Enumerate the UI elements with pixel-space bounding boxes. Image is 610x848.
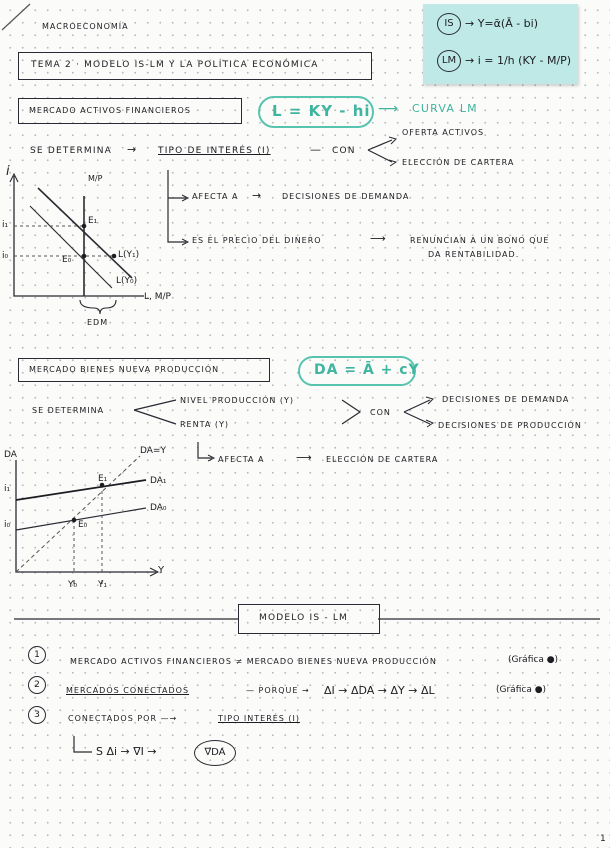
arrow-icon: → — [127, 143, 137, 156]
point-1-note: (Gráfica ●) — [508, 655, 559, 665]
fm-graph-ms: M/P — [88, 174, 103, 183]
arrow-icon: ⟶ — [296, 451, 312, 464]
goods-market-title: MERCADO BIENES NUEVA PRODUCCIÓN — [29, 365, 220, 374]
fm-demand-decisions: DECISIONES DE DEMANDA — [282, 192, 410, 201]
lm-label: LM — [437, 50, 461, 72]
page-number: 1 — [600, 834, 606, 844]
fm-graph-i0: i₀ — [2, 251, 9, 261]
point-2-number: 2 — [28, 676, 46, 694]
gm-graph-e0: E₀ — [78, 520, 88, 530]
gm-graph-e1: E₁ — [98, 474, 108, 484]
point-2-note: (Gráfica ●) — [496, 685, 547, 695]
gm-graph-i1: i₁ — [4, 484, 11, 494]
topic-title: TEMA 2 · MODELO IS-LM Y LA POLÍTICA ECONÓMICA — [31, 60, 319, 70]
financial-market-title: MERCADO ACTIVOS FINANCIEROS — [29, 106, 191, 115]
is-label: IS — [437, 13, 461, 35]
arrow-icon: → — [252, 189, 262, 202]
arrow-icon: — — [310, 143, 321, 156]
point-2-text: MERCADOS CONECTADOS — [66, 686, 190, 695]
fm-determined-label: SE DETERMINA — [30, 146, 113, 156]
gm-income: RENTA (Y) — [180, 420, 230, 429]
fm-renounce-1: RENUNCIAN A UN BONO QUE — [410, 236, 550, 245]
fm-renounce-2: DA RENTABILIDAD. — [428, 250, 520, 259]
islm-chain-circled: ∇DA — [194, 740, 236, 766]
islm-title: MODELO IS - LM — [259, 613, 349, 623]
gm-affects: AFECTA A — [218, 455, 265, 464]
fm-graph-e0: E₀ — [62, 255, 72, 265]
fm-with: CON — [332, 146, 356, 156]
point-1-text: MERCADO ACTIVOS FINANCIEROS ≠ MERCADO BIENES NUEVA PRODUCCIÓN — [70, 657, 437, 666]
gm-graph-da-y: DA=Y — [140, 446, 166, 456]
gm-determined-label: SE DETERMINA — [32, 406, 105, 415]
gm-graph-y-axis: DA — [4, 450, 17, 460]
subject-title: MACROECONOMÍA — [42, 22, 129, 31]
fm-graph-edm: EDM — [87, 318, 109, 327]
arrow-icon: ⟶ — [370, 232, 386, 245]
arrow-icon: ⟶ — [378, 101, 399, 117]
da-equation: DA = Ā + cY — [314, 362, 420, 378]
fm-graph-e1: E₁ — [88, 216, 98, 226]
gm-graph-da1: DA₁ — [150, 476, 167, 486]
gm-graph-y0: Y₀ — [68, 580, 78, 590]
lm-curve-label: CURVA LM — [412, 102, 478, 115]
is-formula: → Y=ᾱ(Ā - bi) — [465, 17, 539, 30]
point-1-number: 1 — [28, 646, 46, 664]
fm-graph-ly1: L(Y₁) — [118, 250, 140, 260]
gm-graph-x-axis: Y — [158, 565, 165, 576]
islm-chain: S Δi → ∇I → — [96, 745, 157, 758]
fm-portfolio: ELECCIÓN DE CARTERA — [402, 158, 515, 167]
point-2-because: — PORQUE → — [246, 686, 310, 695]
fm-interest-rate: TIPO DE INTERÉS (I) — [158, 146, 271, 156]
lm-equation: L = KY - hi — [272, 102, 371, 120]
gm-graph-da0: DA₀ — [150, 503, 167, 513]
gm-production-level: NIVEL PRODUCCIÓN (Y) — [180, 396, 295, 405]
fm-graph-i1: i₁ — [2, 220, 9, 230]
point-3-interest: TIPO INTERÉS (I) — [218, 714, 301, 723]
gm-portfolio: ELECCIÓN DE CARTERA — [326, 455, 439, 464]
fm-supply: OFERTA ACTIVOS — [402, 128, 485, 137]
point-3-text: CONECTADOS POR —→ — [68, 714, 178, 723]
point-2-chain: ΔI → ΔDA → ΔY → ΔL — [324, 684, 435, 697]
gm-demand-decisions: DECISIONES DE DEMANDA — [442, 395, 570, 404]
fm-graph-y-axis: i — [6, 164, 10, 179]
gm-graph-y1: Y₁ — [98, 580, 108, 590]
fm-affects: AFECTA A — [192, 192, 239, 201]
fm-graph-ly0: L(Y₀) — [116, 276, 138, 286]
gm-graph-i0: i₀ — [4, 520, 11, 530]
point-3-number: 3 — [28, 706, 46, 724]
fm-price-of-money: ES EL PRECIO DEL DINERO — [192, 236, 322, 245]
lm-formula: → i = 1/h (KY - M/P) — [465, 54, 572, 67]
gm-with: CON — [370, 408, 391, 417]
gm-production-decisions: DECISIONES DE PRODUCCIÓN — [438, 421, 582, 430]
fm-graph-x-axis: L, M/P — [144, 292, 171, 302]
